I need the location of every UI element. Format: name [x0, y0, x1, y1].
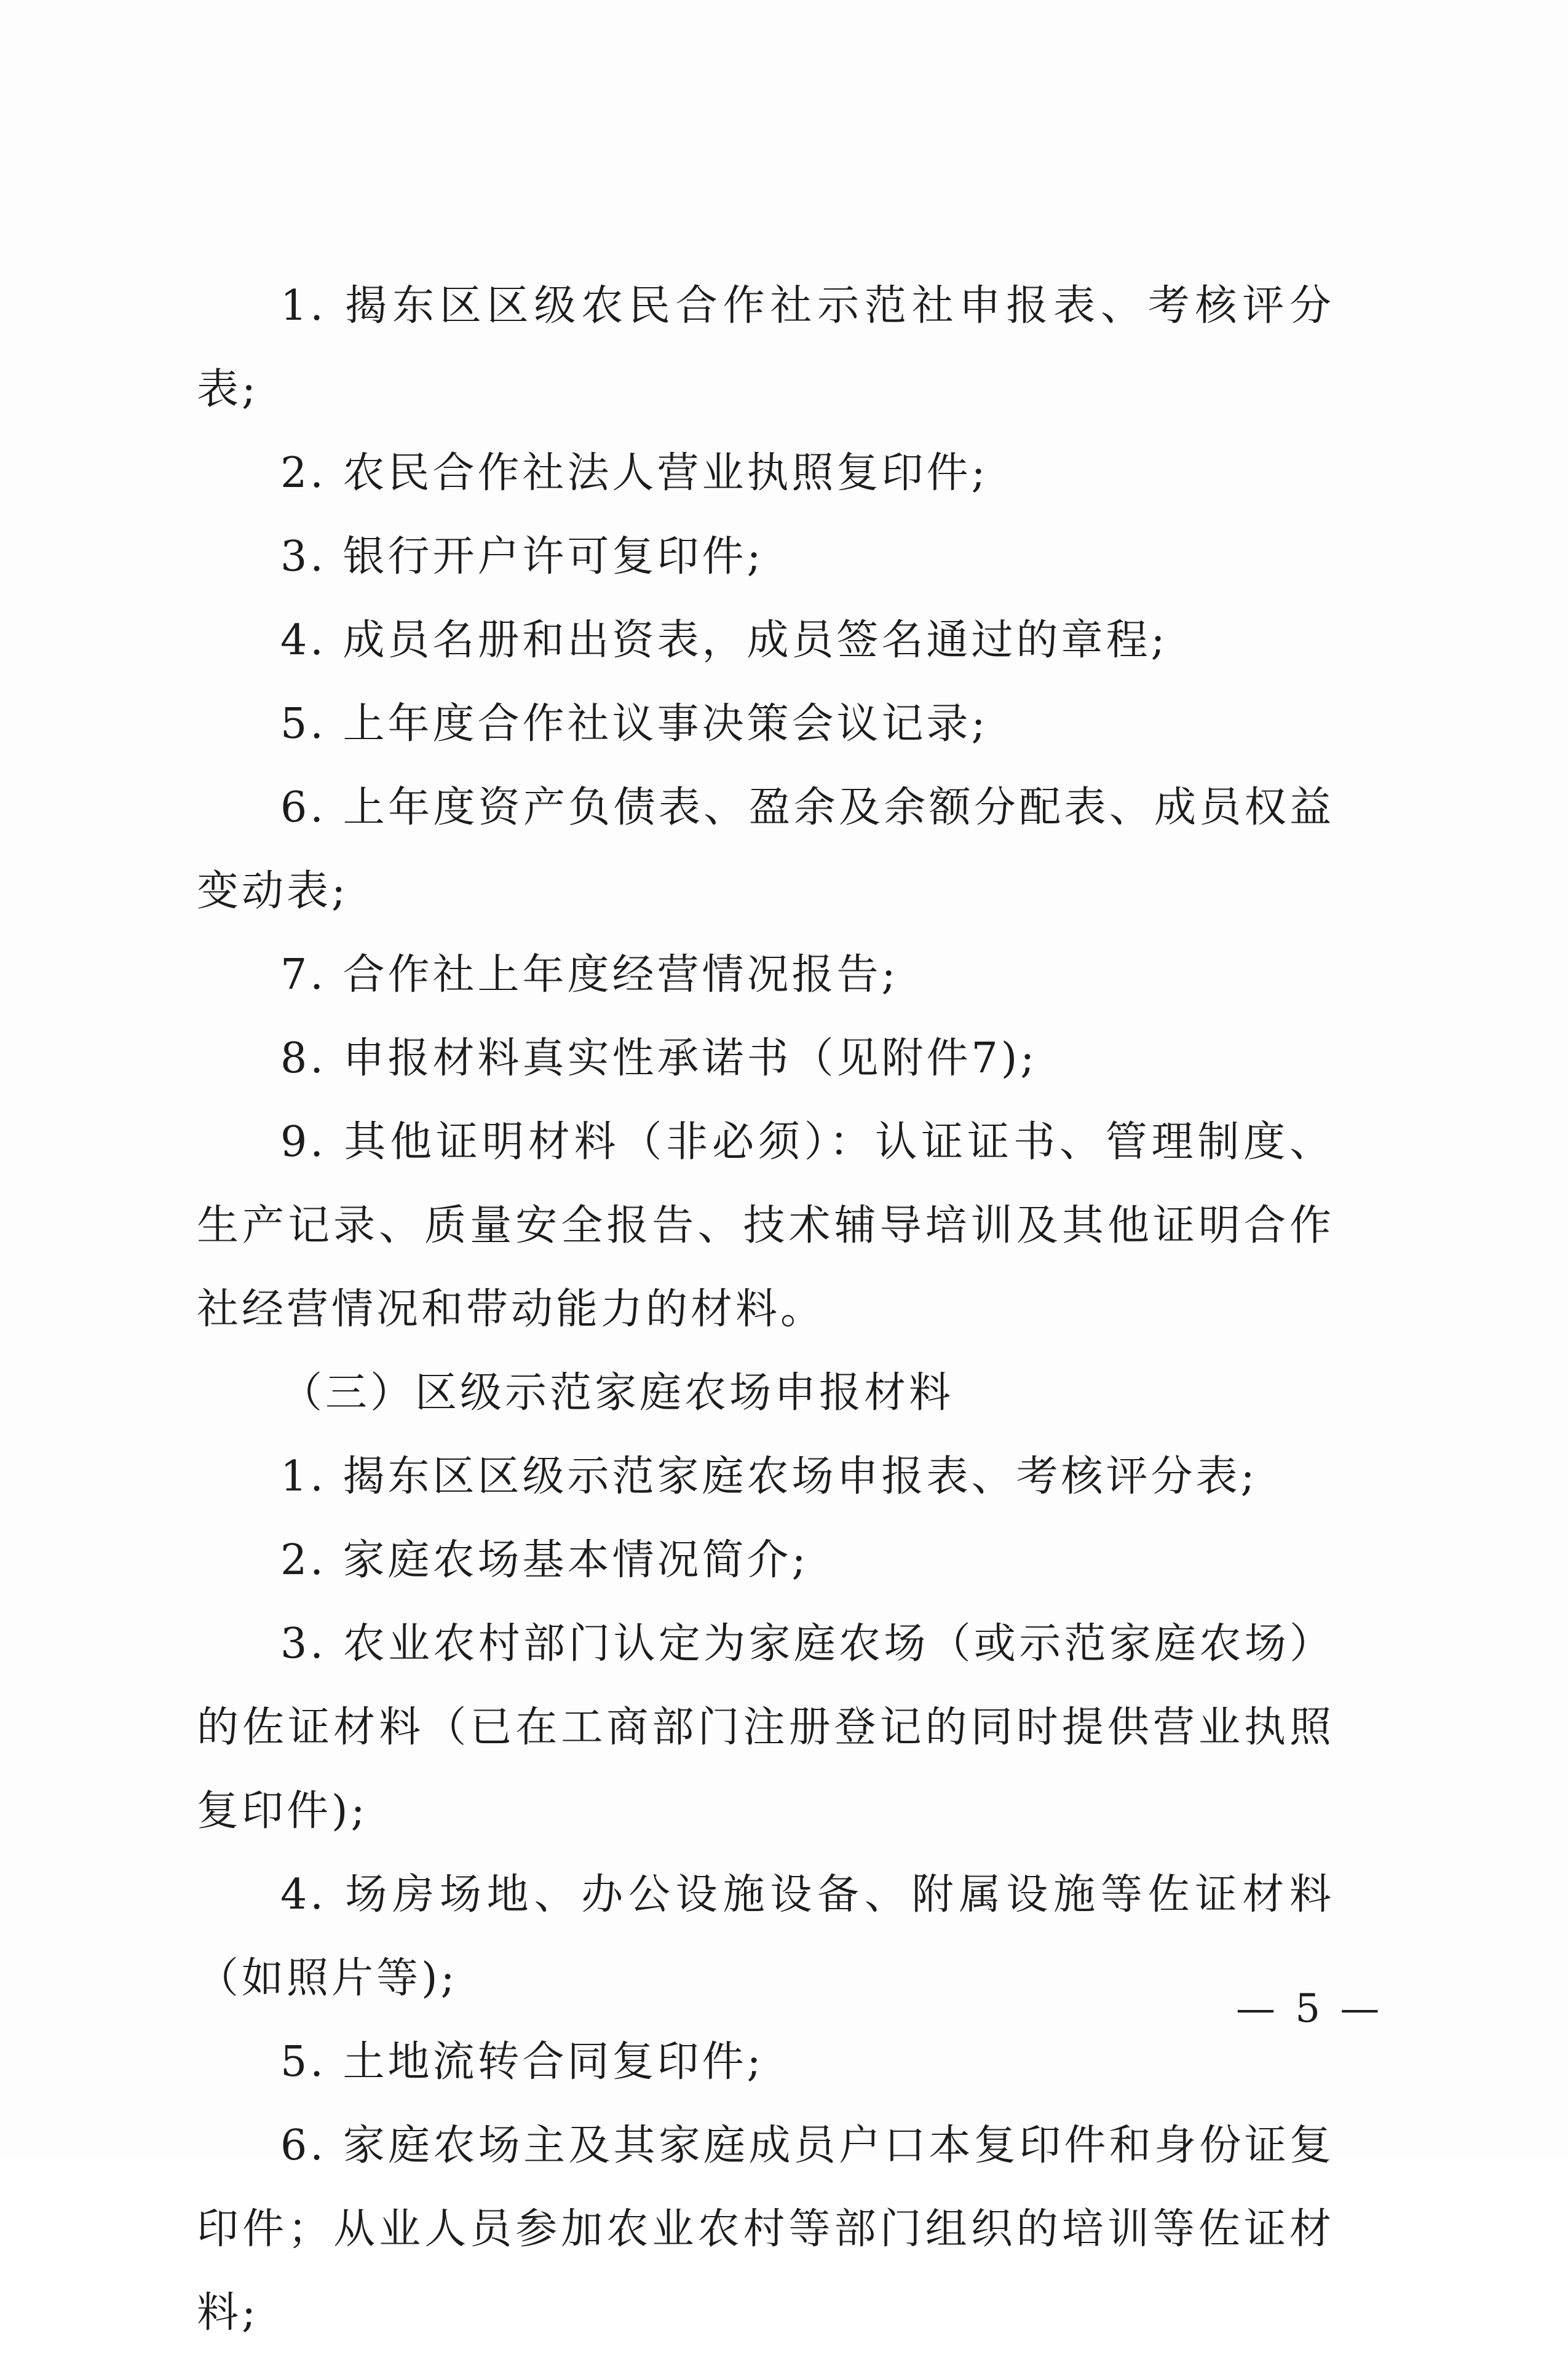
- list-item: 3. 银行开户许可复印件;: [280, 532, 764, 581]
- list-item: 3. 农业农村部门认定为家庭农场（或示范家庭农场）的佐证材料（已在工商部门注册登记的同时提供营业执照复印件);: [197, 1620, 1334, 1835]
- list-item: 6. 家庭农场主及其家庭成员户口本复印件和身份证复印件；从业人员参加农业农村等部门组织的培训等佐证材料;: [197, 2121, 1334, 2337]
- list-item: 5. 上年度合作社议事决策会议记录;: [280, 700, 989, 748]
- list-item: 8. 申报材料真实性承诺书（见附件7);: [280, 1034, 1038, 1083]
- list-item: 2. 家庭农场基本情况简介;: [280, 1536, 809, 1585]
- list-item: 1. 揭东区区级农民合作社示范社申报表、考核评分表;: [197, 282, 1334, 414]
- list-item: 5. 土地流转合同复印件;: [280, 2038, 764, 2086]
- list-item: 6. 上年度资产负债表、盈余及余额分配表、成员权益变动表;: [197, 783, 1334, 916]
- list-item: 9. 其他证明材料（非必须）：认证证书、管理制度、生产记录、质量安全报告、技术辅导培训及其他证明合作社经营情况和带动能力的材料。: [197, 1118, 1334, 1334]
- section-heading: （三）区级示范家庭农场申报材料: [280, 1369, 954, 1417]
- list-item: 7. 合作社上年度经营情况报告;: [280, 951, 899, 999]
- list-item: 1. 揭东区区级示范家庭农场申报表、考核评分表;: [280, 1452, 1258, 1501]
- list-item: 2. 农民合作社法人营业执照复印件;: [280, 449, 989, 497]
- list-item: 4. 成员名册和出资表，成员签名通过的章程;: [280, 616, 1168, 665]
- list-item: 4. 场房场地、办公设施设备、附属设施等佐证材料（如照片等);: [197, 1870, 1334, 2003]
- page-number: — 5 —: [1236, 1986, 1384, 2032]
- document-body: [197, 264, 1334, 2355]
